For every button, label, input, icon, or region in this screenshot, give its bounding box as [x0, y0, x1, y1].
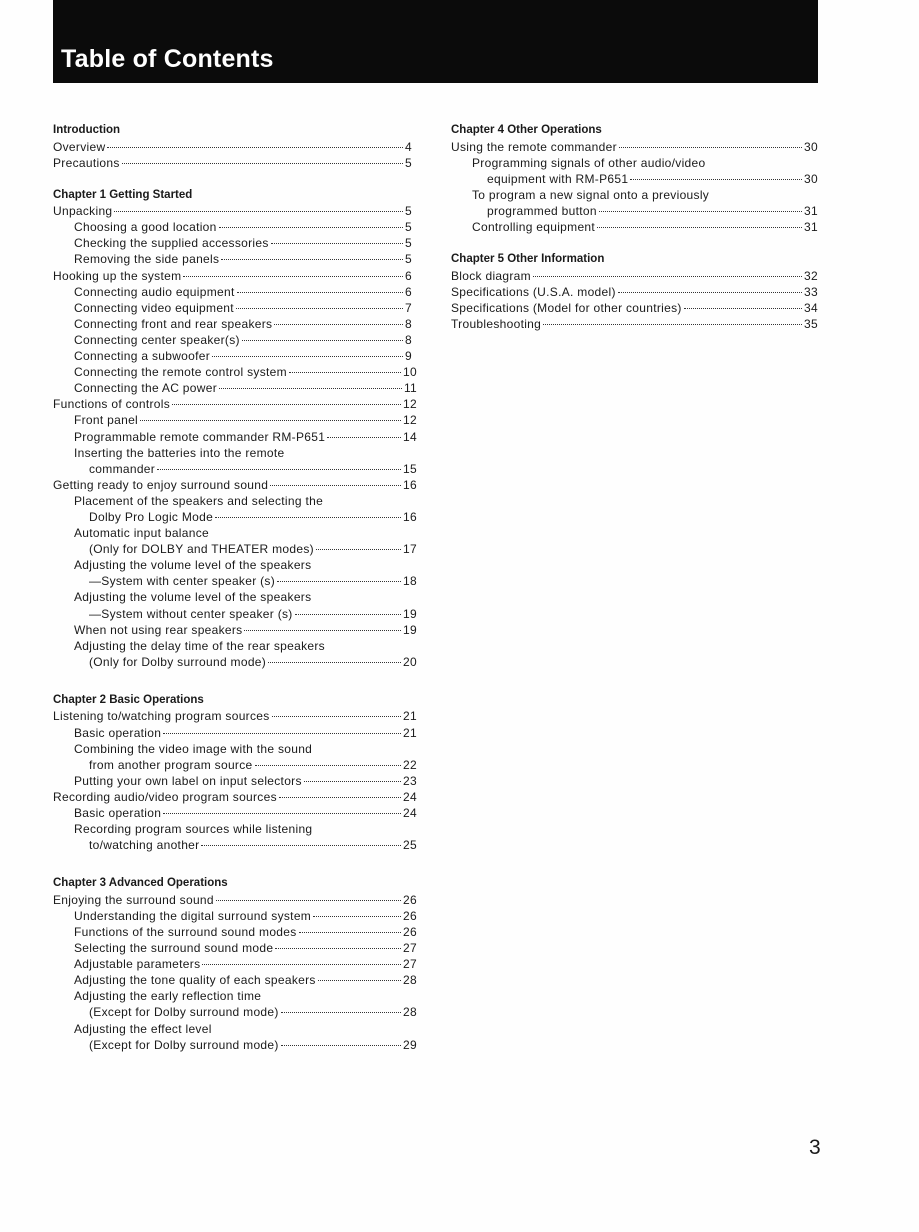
toc-entry: (Except for Dolby surround mode) 29 [89, 1037, 417, 1052]
section-heading: Chapter 5 Other Information [451, 253, 605, 266]
toc-entry-line: Programming signals of other audio/video [472, 155, 706, 170]
toc-entry: Precautions 5 [53, 155, 412, 170]
section-chapter-3 [53, 875, 417, 1052]
section-heading: Introduction [53, 124, 121, 136]
toc-entry-line: Inserting the batteries into the remote [74, 445, 285, 460]
section-heading: Chapter 1 Getting Started [53, 188, 193, 201]
section-chapter-4 [451, 122, 818, 235]
toc-left-column [53, 122, 417, 1069]
toc-entry-line: Adjusting the effect level [74, 1021, 212, 1036]
toc-entry: Selecting the surround sound mode 27 [74, 941, 417, 956]
toc-entry-line: Recording program sources while listening [74, 822, 313, 837]
toc-entry: to/watching another 25 [89, 838, 417, 853]
toc-entry: —System with center speaker (s) 18 [89, 574, 417, 589]
toc-entry: Functions of controls 12 [53, 397, 417, 412]
toc-entry: equipment with RM-P651 30 [487, 171, 818, 186]
section-introduction [53, 122, 417, 171]
toc-entry-line: Automatic input balance [74, 526, 209, 541]
page-title: Table of Contents [61, 45, 274, 73]
toc-entry: Programmable remote commander RM-P651 14 [74, 429, 417, 444]
section-heading: Chapter 4 Other Operations [451, 124, 602, 136]
toc-entry: Basic operation 21 [74, 725, 417, 740]
toc-entry: When not using rear speakers 19 [74, 622, 417, 637]
toc-entry: Hooking up the system 6 [53, 268, 412, 283]
toc-entry: Unpacking 5 [53, 204, 412, 219]
toc-entry: Connecting audio equipment 6 [74, 284, 412, 299]
toc-entry: Recording audio/video program sources 24 [53, 789, 417, 804]
toc-entry: Connecting the AC power 11 [74, 381, 417, 396]
section-chapter-1 [53, 187, 417, 670]
toc-entry: Using the remote commander 30 [451, 139, 818, 154]
toc-entry: (Only for Dolby surround mode) 20 [89, 654, 417, 669]
toc-entry-line: Placement of the speakers and selecting the [74, 493, 324, 508]
toc-entry: Specifications (Model for other countries) 34 [451, 300, 818, 315]
toc-entry-line: To program a new signal onto a previously [472, 187, 710, 202]
toc-entry: Connecting a subwoofer 9 [74, 349, 412, 364]
toc-entry: Dolby Pro Logic Mode 16 [89, 509, 417, 524]
toc-entry: Connecting the remote control system 10 [74, 365, 417, 380]
toc-entry: Functions of the surround sound modes 26 [74, 924, 417, 939]
toc-entry: Front panel 12 [74, 413, 417, 428]
toc-entry: Listening to/watching program sources 21 [53, 709, 417, 724]
toc-entry-line: Combining the video image with the sound [74, 741, 313, 756]
toc-entry: commander 15 [89, 461, 417, 476]
toc-entry: Enjoying the surround sound 26 [53, 892, 417, 907]
toc-entry: Specifications (U.S.A. model) 33 [451, 284, 818, 299]
toc-entry: Checking the supplied accessories 5 [74, 236, 412, 251]
toc-entry: Block diagram 32 [451, 268, 818, 283]
toc-entry: Basic operation 24 [74, 805, 417, 820]
toc-entry: Connecting center speaker(s) 8 [74, 332, 412, 347]
toc-entry: Getting ready to enjoy surround sound 16 [53, 477, 417, 492]
section-heading: Chapter 2 Basic Operations [53, 693, 204, 706]
section-chapter-2 [53, 692, 417, 853]
toc-entry: Removing the side panels 5 [74, 252, 412, 267]
toc-entry: Connecting video equipment 7 [74, 300, 412, 315]
section-chapter-5 [451, 251, 818, 332]
toc-entry-line: Adjusting the delay time of the rear speakers [74, 638, 325, 653]
toc-entry-line: Adjusting the early reflection time [74, 989, 262, 1004]
toc-entry: Choosing a good location 5 [74, 220, 412, 235]
toc-entry: Troubleshooting 35 [451, 316, 818, 331]
toc-entry: Controlling equipment 31 [472, 219, 818, 234]
toc-right-column [451, 122, 818, 348]
toc-entry: Connecting front and rear speakers 8 [74, 316, 412, 331]
toc-entry: Putting your own label on input selectors 23 [74, 773, 417, 788]
section-heading: Chapter 3 Advanced Operations [53, 877, 228, 890]
toc-entry: from another program source 22 [89, 757, 417, 772]
title-banner [53, 0, 818, 83]
toc-entry: (Except for Dolby surround mode) 28 [89, 1005, 417, 1020]
toc-entry: Adjustable parameters 27 [74, 957, 417, 972]
toc-entry-line: Adjusting the volume level of the speakers [74, 558, 312, 573]
toc-entry: Overview 4 [53, 139, 412, 154]
toc-entry: Understanding the digital surround system 26 [74, 908, 417, 923]
toc-entry-line: Adjusting the volume level of the speakers [74, 590, 312, 605]
page-number: 3 [809, 1136, 821, 1159]
toc-entry: (Only for DOLBY and THEATER modes) 17 [89, 542, 417, 557]
toc-entry: programmed button 31 [487, 203, 818, 218]
toc-entry: —System without center speaker (s) 19 [89, 606, 417, 621]
toc-entry: Adjusting the tone quality of each speakers 28 [74, 973, 417, 988]
